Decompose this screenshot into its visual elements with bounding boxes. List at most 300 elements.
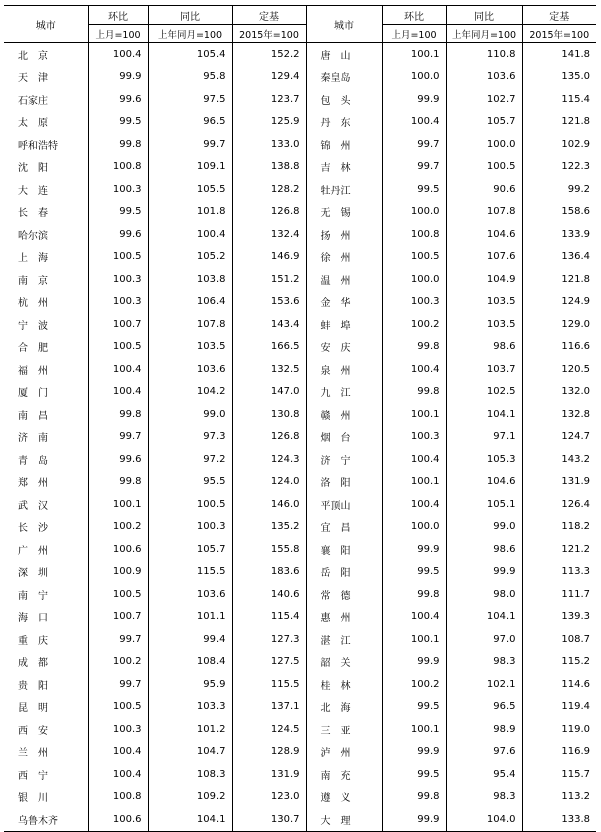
right-fixed-cell: 116.6 xyxy=(522,336,596,359)
left-mom-cell: 100.4 xyxy=(88,43,148,66)
right-city-cell: 宜 昌 xyxy=(306,516,382,539)
right-city-cell: 桂 林 xyxy=(306,673,382,696)
left-fixed-cell: 138.8 xyxy=(232,156,306,179)
right-mom-cell: 100.4 xyxy=(382,358,446,381)
left-fixed-cell: 128.9 xyxy=(232,741,306,764)
right-mom-cell: 99.9 xyxy=(382,808,446,831)
right-mom-cell: 99.9 xyxy=(382,88,446,111)
left-fixed-cell: 115.5 xyxy=(232,673,306,696)
right-yoy-cell: 105.7 xyxy=(446,111,522,134)
right-yoy-cell: 105.1 xyxy=(446,493,522,516)
left-city-cell: 昆 明 xyxy=(18,703,48,715)
table-row xyxy=(4,493,596,516)
right-yoy-cell: 103.7 xyxy=(446,358,522,381)
right-fixed-cell: 114.6 xyxy=(522,673,596,696)
header-fixed-base-left: 2015年=100 xyxy=(232,25,306,43)
header-mom-base-left: 上月=100 xyxy=(88,25,148,43)
left-mom-cell: 100.3 xyxy=(88,718,148,741)
right-city-cell: 常 德 xyxy=(306,583,382,606)
left-mom-cell: 100.2 xyxy=(88,516,148,539)
right-yoy-cell: 95.4 xyxy=(446,763,522,786)
right-mom-cell: 100.5 xyxy=(382,246,446,269)
left-city-cell: 杭 州 xyxy=(18,298,48,310)
left-mom-cell: 100.8 xyxy=(88,786,148,809)
right-yoy-cell: 96.5 xyxy=(446,696,522,719)
left-yoy-cell: 105.5 xyxy=(148,178,232,201)
left-yoy-cell: 109.2 xyxy=(148,786,232,809)
right-fixed-cell: 129.0 xyxy=(522,313,596,336)
left-mom-cell: 100.7 xyxy=(88,313,148,336)
left-fixed-cell: 146.9 xyxy=(232,246,306,269)
right-mom-cell: 99.8 xyxy=(382,336,446,359)
table-row xyxy=(4,741,596,764)
right-yoy-cell: 98.9 xyxy=(446,718,522,741)
right-fixed-cell: 99.2 xyxy=(522,178,596,201)
left-mom-cell: 99.9 xyxy=(88,66,148,89)
left-city-cell: 宁 波 xyxy=(18,320,48,332)
left-fixed-cell: 131.9 xyxy=(232,763,306,786)
left-fixed-cell: 153.6 xyxy=(232,291,306,314)
right-mom-cell: 99.8 xyxy=(382,786,446,809)
left-mom-cell: 100.4 xyxy=(88,358,148,381)
table-row xyxy=(4,763,596,786)
right-fixed-cell: 116.9 xyxy=(522,741,596,764)
right-mom-cell: 100.1 xyxy=(382,471,446,494)
left-yoy-cell: 95.9 xyxy=(148,673,232,696)
right-fixed-cell: 113.2 xyxy=(522,786,596,809)
right-city-cell: 秦皇岛 xyxy=(306,66,382,89)
left-mom-cell: 100.4 xyxy=(88,741,148,764)
table-row xyxy=(4,133,596,156)
right-city-cell: 包 头 xyxy=(306,88,382,111)
table-row xyxy=(4,606,596,629)
right-mom-cell: 99.8 xyxy=(382,583,446,606)
left-fixed-cell: 127.5 xyxy=(232,651,306,674)
left-city-cell: 济 南 xyxy=(18,433,48,445)
right-fixed-cell: 119.4 xyxy=(522,696,596,719)
table-row xyxy=(4,66,596,89)
table-row xyxy=(4,448,596,471)
left-yoy-cell: 96.5 xyxy=(148,111,232,134)
left-fixed-cell: 140.6 xyxy=(232,583,306,606)
right-yoy-cell: 98.3 xyxy=(446,786,522,809)
left-mom-cell: 100.3 xyxy=(88,178,148,201)
right-city-cell: 泸 州 xyxy=(306,741,382,764)
right-city-cell: 惠 州 xyxy=(306,606,382,629)
left-yoy-cell: 115.5 xyxy=(148,561,232,584)
left-fixed-cell: 183.6 xyxy=(232,561,306,584)
right-city-cell: 洛 阳 xyxy=(306,471,382,494)
left-mom-cell: 100.5 xyxy=(88,336,148,359)
right-yoy-cell: 104.0 xyxy=(446,808,522,831)
right-mom-cell: 100.4 xyxy=(382,111,446,134)
right-mom-cell: 99.5 xyxy=(382,178,446,201)
right-fixed-cell: 121.8 xyxy=(522,111,596,134)
left-city-cell: 北 京 xyxy=(18,50,48,62)
left-city-cell: 乌鲁木齐 xyxy=(4,808,88,831)
price-index-table-container xyxy=(4,5,596,832)
left-city-cell: 银 川 xyxy=(18,793,48,805)
left-fixed-cell: 133.0 xyxy=(232,133,306,156)
right-fixed-cell: 132.8 xyxy=(522,403,596,426)
table-body xyxy=(4,43,596,832)
left-yoy-cell: 103.6 xyxy=(148,358,232,381)
left-mom-cell: 99.6 xyxy=(88,88,148,111)
right-yoy-cell: 104.6 xyxy=(446,471,522,494)
left-yoy-cell: 108.4 xyxy=(148,651,232,674)
right-fixed-cell: 115.2 xyxy=(522,651,596,674)
right-city-cell: 徐 州 xyxy=(306,246,382,269)
right-fixed-cell: 132.0 xyxy=(522,381,596,404)
table-row xyxy=(4,628,596,651)
header-mom-right: 环比 xyxy=(382,6,446,25)
header-fixed-base-right: 2015年=100 xyxy=(522,25,596,43)
right-yoy-cell: 99.9 xyxy=(446,561,522,584)
left-yoy-cell: 99.0 xyxy=(148,403,232,426)
right-city-cell: 安 庆 xyxy=(306,336,382,359)
right-yoy-cell: 102.5 xyxy=(446,381,522,404)
left-yoy-cell: 104.1 xyxy=(148,808,232,831)
left-yoy-cell: 97.5 xyxy=(148,88,232,111)
table-row xyxy=(4,313,596,336)
left-yoy-cell: 100.4 xyxy=(148,223,232,246)
left-fixed-cell: 128.2 xyxy=(232,178,306,201)
right-city-cell: 扬 州 xyxy=(306,223,382,246)
left-fixed-cell: 166.5 xyxy=(232,336,306,359)
right-fixed-cell: 131.9 xyxy=(522,471,596,494)
header-city-left: 城市 xyxy=(4,6,88,43)
left-yoy-cell: 99.4 xyxy=(148,628,232,651)
table-row xyxy=(4,471,596,494)
right-yoy-cell: 90.6 xyxy=(446,178,522,201)
table-row xyxy=(4,403,596,426)
left-mom-cell: 99.8 xyxy=(88,403,148,426)
right-city-cell: 平顶山 xyxy=(306,493,382,516)
table-row xyxy=(4,808,596,831)
left-yoy-cell: 95.5 xyxy=(148,471,232,494)
right-city-cell: 赣 州 xyxy=(306,403,382,426)
left-mom-cell: 100.3 xyxy=(88,268,148,291)
right-city-cell: 烟 台 xyxy=(306,426,382,449)
right-yoy-cell: 104.1 xyxy=(446,606,522,629)
header-yoy-base-right: 上年同月=100 xyxy=(446,25,522,43)
table-row xyxy=(4,43,596,66)
table-row xyxy=(4,291,596,314)
table-row xyxy=(4,223,596,246)
left-mom-cell: 100.5 xyxy=(88,246,148,269)
left-mom-cell: 100.6 xyxy=(88,808,148,831)
left-yoy-cell: 103.3 xyxy=(148,696,232,719)
left-city-cell: 郑 州 xyxy=(18,478,48,490)
table-row xyxy=(4,358,596,381)
left-city-cell: 重 庆 xyxy=(18,635,48,647)
left-yoy-cell: 100.5 xyxy=(148,493,232,516)
right-fixed-cell: 118.2 xyxy=(522,516,596,539)
left-city-cell: 西 安 xyxy=(18,725,48,737)
left-mom-cell: 100.5 xyxy=(88,583,148,606)
left-mom-cell: 99.8 xyxy=(88,471,148,494)
left-fixed-cell: 129.4 xyxy=(232,66,306,89)
right-mom-cell: 100.4 xyxy=(382,606,446,629)
left-fixed-cell: 126.8 xyxy=(232,426,306,449)
table-row xyxy=(4,201,596,224)
left-city-cell: 长 春 xyxy=(18,208,48,220)
right-yoy-cell: 107.6 xyxy=(446,246,522,269)
left-city-cell: 南 昌 xyxy=(18,410,48,422)
right-yoy-cell: 99.0 xyxy=(446,516,522,539)
left-fixed-cell: 137.1 xyxy=(232,696,306,719)
left-city-cell: 哈尔滨 xyxy=(18,230,48,242)
right-city-cell: 遵 义 xyxy=(306,786,382,809)
right-mom-cell: 99.5 xyxy=(382,561,446,584)
right-mom-cell: 100.3 xyxy=(382,426,446,449)
left-fixed-cell: 126.8 xyxy=(232,201,306,224)
left-mom-cell: 100.4 xyxy=(88,381,148,404)
right-yoy-cell: 97.1 xyxy=(446,426,522,449)
header-row-2 xyxy=(4,25,596,43)
right-fixed-cell: 113.3 xyxy=(522,561,596,584)
right-fixed-cell: 136.4 xyxy=(522,246,596,269)
right-mom-cell: 100.0 xyxy=(382,66,446,89)
right-fixed-cell: 143.2 xyxy=(522,448,596,471)
header-row-1 xyxy=(4,6,596,25)
left-fixed-cell: 124.5 xyxy=(232,718,306,741)
right-yoy-cell: 104.9 xyxy=(446,268,522,291)
right-mom-cell: 99.5 xyxy=(382,763,446,786)
left-mom-cell: 100.3 xyxy=(88,291,148,314)
right-yoy-cell: 110.8 xyxy=(446,43,522,66)
left-yoy-cell: 101.2 xyxy=(148,718,232,741)
right-city-cell: 湛 江 xyxy=(306,628,382,651)
table-row xyxy=(4,156,596,179)
left-fixed-cell: 135.2 xyxy=(232,516,306,539)
right-city-cell: 三 亚 xyxy=(306,718,382,741)
right-mom-cell: 100.1 xyxy=(382,43,446,66)
left-yoy-cell: 100.3 xyxy=(148,516,232,539)
right-fixed-cell: 126.4 xyxy=(522,493,596,516)
right-fixed-cell: 122.3 xyxy=(522,156,596,179)
left-city-cell: 广 州 xyxy=(18,545,48,557)
right-mom-cell: 99.9 xyxy=(382,538,446,561)
right-fixed-cell: 119.0 xyxy=(522,718,596,741)
right-city-cell: 温 州 xyxy=(306,268,382,291)
right-mom-cell: 99.5 xyxy=(382,696,446,719)
price-index-table xyxy=(4,5,596,832)
right-fixed-cell: 115.7 xyxy=(522,763,596,786)
left-yoy-cell: 97.3 xyxy=(148,426,232,449)
left-fixed-cell: 155.8 xyxy=(232,538,306,561)
right-city-cell: 牡丹江 xyxy=(306,178,382,201)
left-mom-cell: 99.7 xyxy=(88,628,148,651)
right-fixed-cell: 158.6 xyxy=(522,201,596,224)
left-mom-cell: 100.2 xyxy=(88,651,148,674)
left-city-cell: 西 宁 xyxy=(18,770,48,782)
left-fixed-cell: 132.4 xyxy=(232,223,306,246)
right-mom-cell: 99.9 xyxy=(382,741,446,764)
left-city-cell: 贵 阳 xyxy=(18,680,48,692)
right-mom-cell: 100.8 xyxy=(382,223,446,246)
right-fixed-cell: 120.5 xyxy=(522,358,596,381)
left-mom-cell: 100.5 xyxy=(88,696,148,719)
right-city-cell: 济 宁 xyxy=(306,448,382,471)
left-yoy-cell: 107.8 xyxy=(148,313,232,336)
header-fixed-right: 定基 xyxy=(522,6,596,25)
right-mom-cell: 100.4 xyxy=(382,448,446,471)
left-city-cell: 深 圳 xyxy=(18,568,48,580)
left-yoy-cell: 103.6 xyxy=(148,583,232,606)
right-mom-cell: 100.0 xyxy=(382,268,446,291)
left-fixed-cell: 124.0 xyxy=(232,471,306,494)
left-mom-cell: 100.4 xyxy=(88,763,148,786)
header-city-right: 城市 xyxy=(306,6,382,43)
left-city-cell: 兰 州 xyxy=(18,748,48,760)
right-yoy-cell: 107.8 xyxy=(446,201,522,224)
left-fixed-cell: 124.3 xyxy=(232,448,306,471)
right-yoy-cell: 100.0 xyxy=(446,133,522,156)
left-fixed-cell: 143.4 xyxy=(232,313,306,336)
left-mom-cell: 99.6 xyxy=(88,223,148,246)
left-city-cell: 长 沙 xyxy=(18,523,48,535)
left-mom-cell: 100.8 xyxy=(88,156,148,179)
right-yoy-cell: 105.3 xyxy=(446,448,522,471)
left-mom-cell: 99.5 xyxy=(88,111,148,134)
right-fixed-cell: 111.7 xyxy=(522,583,596,606)
right-fixed-cell: 108.7 xyxy=(522,628,596,651)
table-row xyxy=(4,336,596,359)
right-fixed-cell: 133.9 xyxy=(522,223,596,246)
right-yoy-cell: 100.5 xyxy=(446,156,522,179)
left-yoy-cell: 106.4 xyxy=(148,291,232,314)
right-mom-cell: 100.1 xyxy=(382,403,446,426)
header-yoy-right: 同比 xyxy=(446,6,522,25)
right-mom-cell: 100.2 xyxy=(382,673,446,696)
left-mom-cell: 99.8 xyxy=(88,133,148,156)
table-row xyxy=(4,673,596,696)
left-fixed-cell: 130.8 xyxy=(232,403,306,426)
left-city-cell: 成 都 xyxy=(18,658,48,670)
right-city-cell: 泉 州 xyxy=(306,358,382,381)
left-yoy-cell: 97.2 xyxy=(148,448,232,471)
left-city-cell: 南 宁 xyxy=(18,590,48,602)
left-city-cell: 南 京 xyxy=(18,275,48,287)
left-mom-cell: 100.9 xyxy=(88,561,148,584)
right-city-cell: 大 理 xyxy=(306,808,382,831)
table-row xyxy=(4,381,596,404)
left-city-cell: 沈 阳 xyxy=(18,163,48,175)
table-row xyxy=(4,583,596,606)
header-mom-left: 环比 xyxy=(88,6,148,25)
right-yoy-cell: 103.6 xyxy=(446,66,522,89)
header-mom-base-right: 上月=100 xyxy=(382,25,446,43)
right-city-cell: 襄 阳 xyxy=(306,538,382,561)
left-fixed-cell: 123.7 xyxy=(232,88,306,111)
right-mom-cell: 99.8 xyxy=(382,381,446,404)
left-yoy-cell: 105.2 xyxy=(148,246,232,269)
header-yoy-left: 同比 xyxy=(148,6,232,25)
right-city-cell: 蚌 埠 xyxy=(306,313,382,336)
right-yoy-cell: 103.5 xyxy=(446,291,522,314)
right-yoy-cell: 103.5 xyxy=(446,313,522,336)
left-mom-cell: 100.7 xyxy=(88,606,148,629)
right-mom-cell: 100.1 xyxy=(382,718,446,741)
right-yoy-cell: 98.6 xyxy=(446,336,522,359)
right-city-cell: 岳 阳 xyxy=(306,561,382,584)
right-fixed-cell: 135.0 xyxy=(522,66,596,89)
left-fixed-cell: 151.2 xyxy=(232,268,306,291)
left-mom-cell: 100.6 xyxy=(88,538,148,561)
right-city-cell: 锦 州 xyxy=(306,133,382,156)
right-city-cell: 北 海 xyxy=(306,696,382,719)
right-yoy-cell: 104.6 xyxy=(446,223,522,246)
left-fixed-cell: 125.9 xyxy=(232,111,306,134)
left-fixed-cell: 130.7 xyxy=(232,808,306,831)
table-row xyxy=(4,516,596,539)
left-mom-cell: 99.6 xyxy=(88,448,148,471)
left-yoy-cell: 99.7 xyxy=(148,133,232,156)
left-mom-cell: 100.1 xyxy=(88,493,148,516)
left-yoy-cell: 103.8 xyxy=(148,268,232,291)
right-mom-cell: 99.7 xyxy=(382,156,446,179)
right-fixed-cell: 124.9 xyxy=(522,291,596,314)
right-city-cell: 吉 林 xyxy=(306,156,382,179)
left-city-cell: 厦 门 xyxy=(18,388,48,400)
right-city-cell: 九 江 xyxy=(306,381,382,404)
left-city-cell: 上 海 xyxy=(18,253,48,265)
table-row xyxy=(4,696,596,719)
left-mom-cell: 99.7 xyxy=(88,426,148,449)
header-fixed-left: 定基 xyxy=(232,6,306,25)
left-city-cell: 海 口 xyxy=(18,613,48,625)
right-fixed-cell: 124.7 xyxy=(522,426,596,449)
right-city-cell: 丹 东 xyxy=(306,111,382,134)
header-yoy-base-left: 上年同月=100 xyxy=(148,25,232,43)
right-yoy-cell: 97.6 xyxy=(446,741,522,764)
left-yoy-cell: 105.7 xyxy=(148,538,232,561)
right-yoy-cell: 98.3 xyxy=(446,651,522,674)
right-yoy-cell: 102.1 xyxy=(446,673,522,696)
right-mom-cell: 100.3 xyxy=(382,291,446,314)
left-fixed-cell: 147.0 xyxy=(232,381,306,404)
left-city-cell: 合 肥 xyxy=(18,343,48,355)
table-row xyxy=(4,111,596,134)
table-row xyxy=(4,246,596,269)
right-mom-cell: 100.4 xyxy=(382,493,446,516)
right-mom-cell: 100.1 xyxy=(382,628,446,651)
left-city-cell: 武 汉 xyxy=(18,500,48,512)
right-fixed-cell: 133.8 xyxy=(522,808,596,831)
right-fixed-cell: 141.8 xyxy=(522,43,596,66)
left-yoy-cell: 101.1 xyxy=(148,606,232,629)
left-yoy-cell: 105.4 xyxy=(148,43,232,66)
right-city-cell: 无 锡 xyxy=(306,201,382,224)
table-row xyxy=(4,426,596,449)
left-city-cell: 呼和浩特 xyxy=(18,140,58,152)
table-row xyxy=(4,718,596,741)
right-mom-cell: 100.2 xyxy=(382,313,446,336)
left-yoy-cell: 95.8 xyxy=(148,66,232,89)
table-row xyxy=(4,268,596,291)
right-yoy-cell: 102.7 xyxy=(446,88,522,111)
right-city-cell: 韶 关 xyxy=(306,651,382,674)
left-city-cell: 福 州 xyxy=(18,365,48,377)
right-yoy-cell: 104.1 xyxy=(446,403,522,426)
right-city-cell: 唐 山 xyxy=(306,43,382,66)
right-mom-cell: 100.0 xyxy=(382,201,446,224)
left-yoy-cell: 103.5 xyxy=(148,336,232,359)
table-row xyxy=(4,538,596,561)
right-fixed-cell: 121.2 xyxy=(522,538,596,561)
right-yoy-cell: 98.0 xyxy=(446,583,522,606)
